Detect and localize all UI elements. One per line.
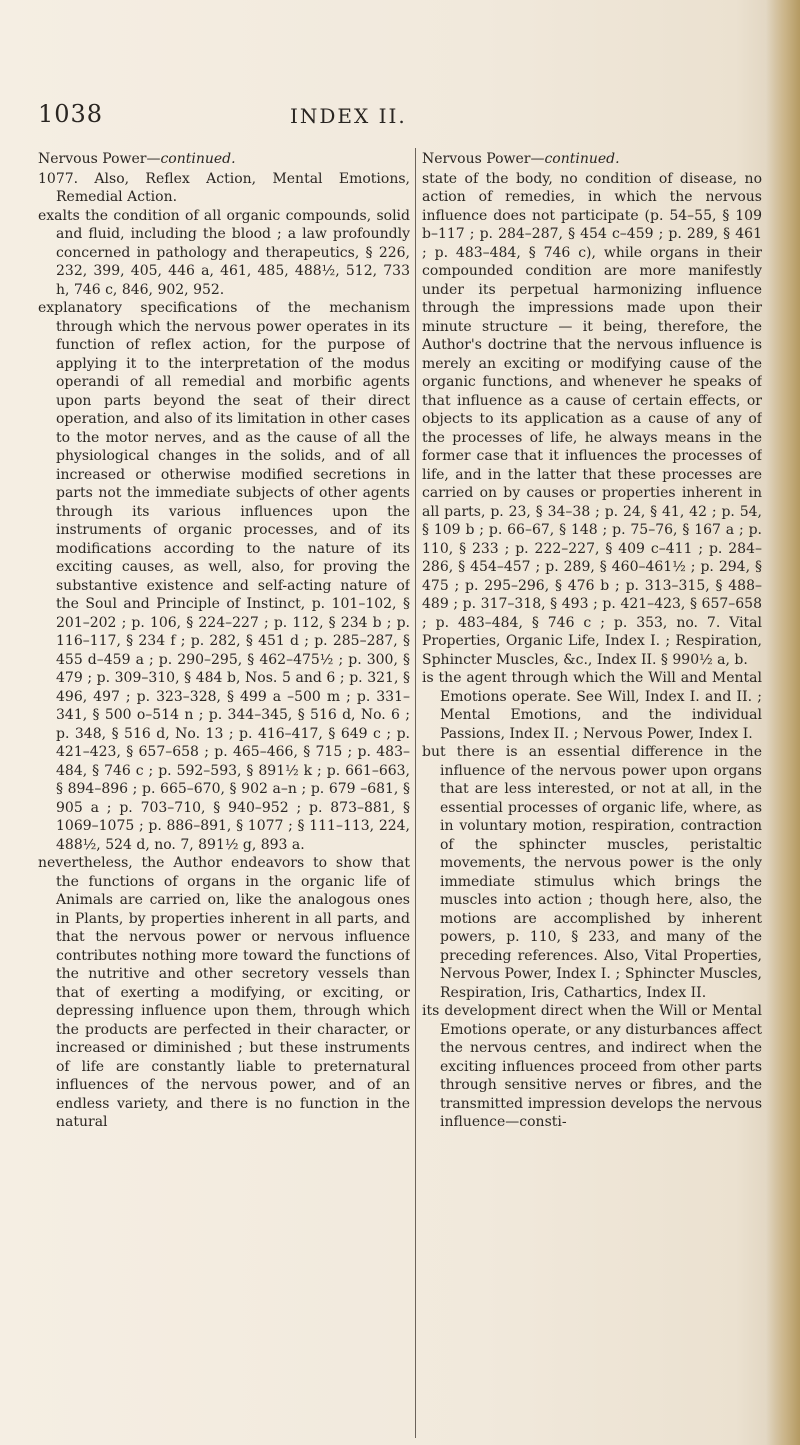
index-entry: nevertheless, the Author endeavors to show that the functions of organs in the organic life of Animals are carried on, like the analogous ones in Plants, by properties inherent in all parts, and that the nervous power or nervous influence contributes nothing more toward the functions of the nutritive and other secretory vessels than that of exerting a modifying, or exciting, or depressing influence upon them, through which the products are perfected in their character, or increased or diminished ; but these instruments of life are constantly liable to preternatural influences of the nervous power, and of an endless variety, and there is no function in the natural [38, 855, 410, 1130]
left-column [38, 150, 410, 1435]
right-column [422, 150, 762, 1435]
index-entry: is the agent through which the Will and Mental Emotions operate. See Will, Index I. and II. ; Mental Emotions, and the individual Passions, Index II. ; Nervous Power, Index I. [422, 670, 762, 742]
page-edge-shadow [766, 0, 800, 1445]
continued-heading [422, 150, 762, 169]
running-head: INDEX II. [290, 104, 407, 128]
page-number: 1038 [38, 100, 104, 128]
index-entry: 1077. Also, Reflex Action, Mental Emotions, Remedial Action. [38, 170, 410, 205]
page-header [38, 100, 758, 134]
continued-heading [38, 150, 410, 169]
index-entry: explanatory specifications of the mechanism through which the nervous power operates in its function of reflex action, for the purpose of applying it to the interpretation of the modus operandi of all remedial and morbific agents upon parts beyond the seat of their direct operation, and also of its limitation in other cases to the motor nerves, and as the cause of all the physiological changes in the solids, and of all increased or otherwise modified secretions in parts not the immediate subjects of other agents through its various influences upon the instruments of organic processes, and of its modifications according to the nature of its exciting causes, as well, also, for proving the substantive existence and self-acting nature of the Soul and Principle of Instinct, p. 101–102, § 201–202 ; p. 106, § 224–227 ; p. 112, § 234 b ; p. 116–117, § 234 f ; p. 282, § 451 d ; p. 285–287, § 455 d–459 a ; p. 290–295, § 462–475½ ; p. 300, § 479 ; p. 309–310, § 484 b, Nos. 5 and 6 ; p. 321, § 496, 497 ; p. 323–328, § 499 a –500 m ; p. 331–341, § 500 o–514 n ; p. 344–345, § 516 d, No. 6 ; p. 348, § 516 d, No. 13 ; p. 416–417, § 649 c ; p. 421–423, § 657–658 ; p. 465–466, § 715 ; p. 483–484, § 746 c ; p. 592–593, § 891½ k ; p. 661–663, § 894–896 ; p. 665–670, § 902 a–n ; p. 679 –681, § 905 a ; p. 703–710, § 940–952 ; p. 873–881, § 1069–1075 ; p. 886–891, § 1077 ; § 111–113, 224, 488½, 524 d, no. 7, 891½ g, 893 a. [38, 300, 410, 853]
continued-word: continued. [544, 151, 620, 167]
continued-label: Nervous Power— [422, 151, 545, 167]
continued-label: Nervous Power— [38, 151, 161, 167]
index-entry: its development direct when the Will or Mental Emotions operate, or any disturbances affect the nervous centres, and indirect when the exciting influences proceed from other parts through sensitive nerves or fibres, and the transmitted impression develops the nervous influence—consti- [422, 1003, 762, 1130]
continued-word: continued. [160, 151, 236, 167]
index-entry: exalts the condition of all organic compounds, solid and fluid, including the blood ; a law profoundly concerned in pathology and therapeutics, § 226, 232, 399, 405, 446 a, 461, 485, 488½, 512, 733 h, 746 c, 846, 902, 952. [38, 207, 410, 298]
index-entry: state of the body, no condition of disease, no action of remedies, in which the nervous influence does not participate (p. 54–55, § 109 b–117 ; p. 284–287, § 454 c–459 ; p. 289, § 461 ; p. 483–484, § 746 c), while organs in their compounded condition are more manifestly under its perpetual harmonizing influence through the impressions made upon their minute structure — it being, therefore, the Author's doctrine that the nervous influence is merely an exciting or modifying cause of the organic functions, and whenever he speaks of that influence as a cause of certain effects, or objects to its application as a cause of any of the processes of life, he always means in the former case that it influences the processes of life, and in the latter that these processes are carried on by causes or properties inherent in all parts, p. 23, § 34–38 ; p. 24, § 41, 42 ; p. 54, § 109 b ; p. 66–67, § 148 ; p. 75–76, § 167 a ; p. 110, § 233 ; p. 222–227, § 409 c–411 ; p. 284–286, § 454–457 ; p. 289, § 460–461½ ; p. 294, § 475 ; p. 295–296, § 476 b ; p. 313–315, § 488–489 ; p. 317–318, § 493 ; p. 421–423, § 657–658 ; p. 483–484, § 746 c ; p. 353, no. 7. Vital Properties, Organic Life, Index I. ; Respiration, Sphincter Muscles, &c., Index II. § 990½ a, b. [422, 170, 762, 668]
index-entry: but there is an essential difference in the influence of the nervous power upon organs that are less interested, or not at all, in the essential processes of organic life, where, as in voluntary motion, respiration, contraction of the sphincter muscles, peristaltic movements, the nervous power is the only immediate stimulus which brings the muscles into action ; though here, also, the motions are accomplished by inherent powers, p. 110, § 233, and many of the preceding references. Also, Vital Properties, Nervous Power, Index I. ; Sphincter Muscles, Respiration, Iris, Cathartics, Index II. [422, 744, 762, 1001]
column-rule [415, 148, 416, 1438]
